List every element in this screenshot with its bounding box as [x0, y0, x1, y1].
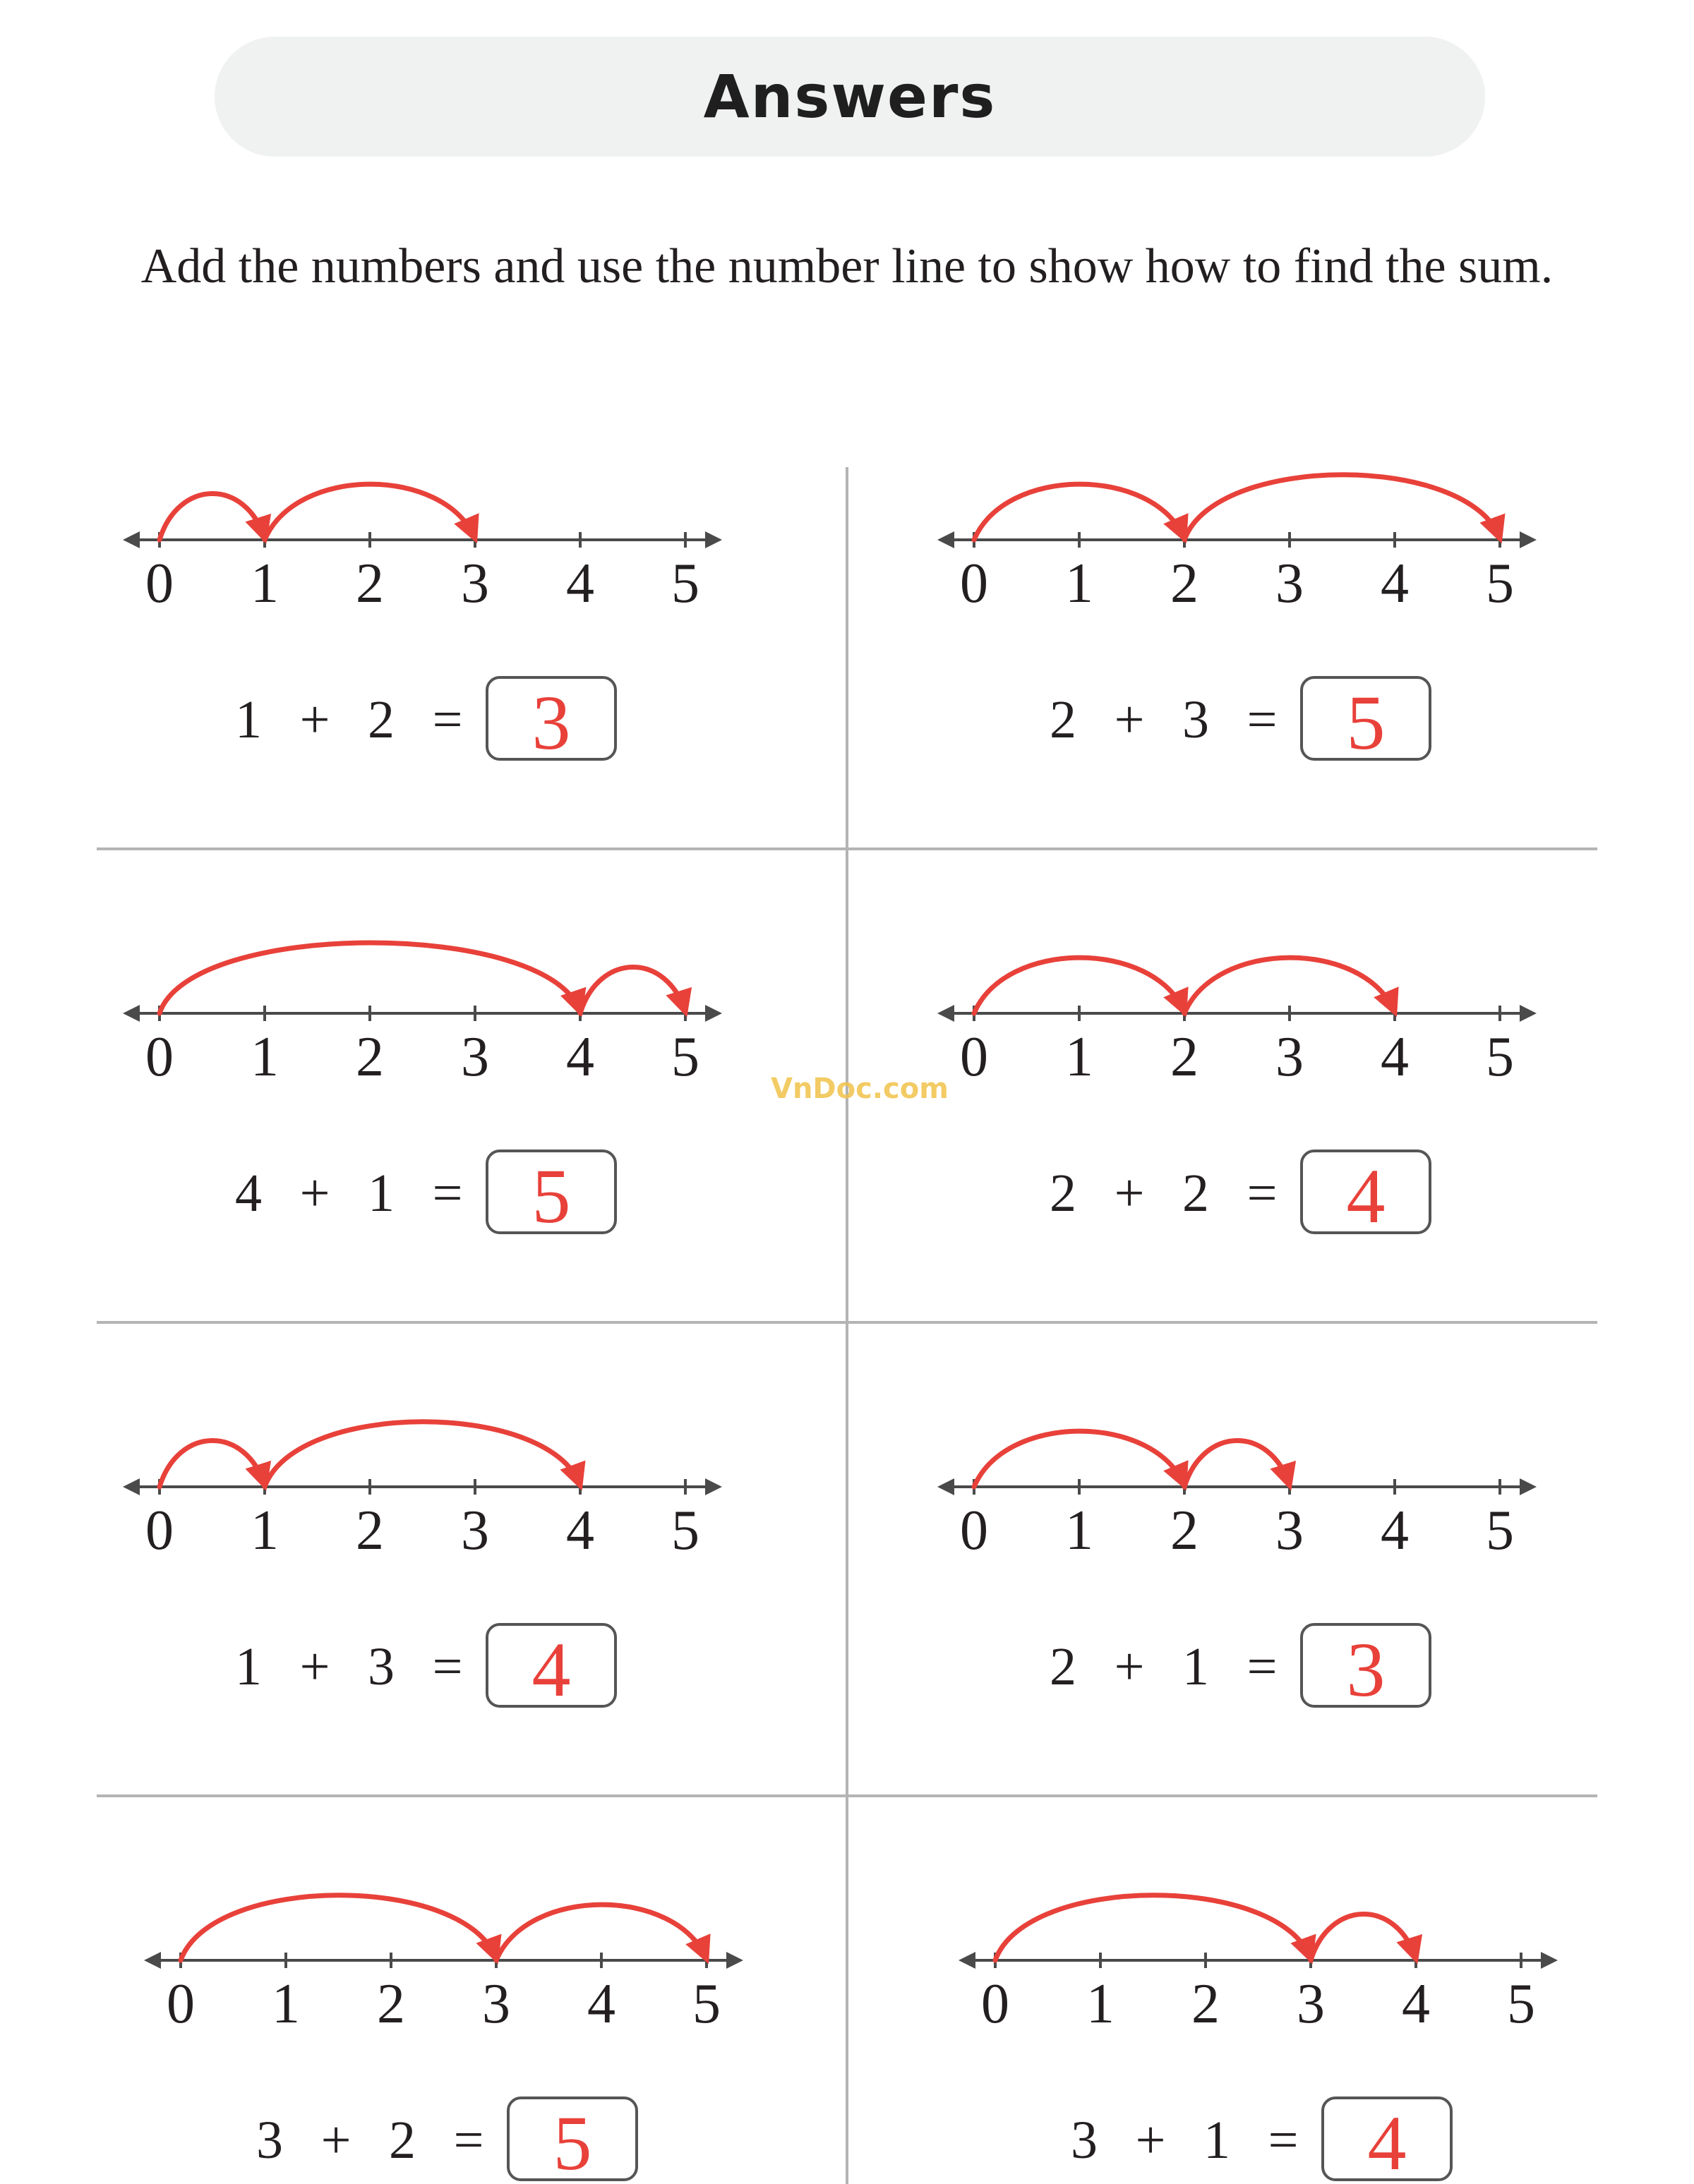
arrow-left-icon — [123, 1005, 140, 1022]
tick-label: 2 — [1191, 1973, 1220, 2035]
tick-label: 1 — [1065, 1026, 1093, 1088]
tick-label: 0 — [960, 553, 988, 615]
answer-value: 3 — [1346, 1627, 1386, 1713]
equation — [235, 1624, 615, 1713]
tick-label: 5 — [1486, 553, 1514, 615]
addend-a: 3 — [256, 2111, 283, 2170]
addend-a: 4 — [235, 1164, 262, 1223]
addend-b: 2 — [1182, 1164, 1209, 1223]
tick-label: 2 — [1170, 1026, 1199, 1088]
answer-value: 5 — [531, 1153, 571, 1239]
tick-label: 1 — [1086, 1973, 1115, 2035]
jump-arc — [181, 1895, 496, 1960]
equals-sign: = — [432, 1164, 463, 1223]
tick-label: 2 — [1170, 1500, 1199, 1562]
page-title: Answers — [703, 62, 997, 131]
arrow-right-icon — [1520, 1005, 1537, 1022]
equals-sign: = — [1247, 690, 1278, 749]
jump-arc — [160, 1441, 265, 1487]
equation — [1050, 677, 1430, 766]
tick-label: 0 — [981, 1973, 1009, 2035]
addend-a: 1 — [235, 690, 262, 749]
equation — [1050, 1151, 1430, 1239]
addend-b: 2 — [368, 690, 395, 749]
arrow-left-icon — [937, 531, 954, 548]
arrow-left-icon — [144, 1952, 161, 1969]
arrow-right-icon — [1520, 531, 1537, 548]
addend-b: 1 — [368, 1164, 395, 1223]
tick-label: 4 — [566, 1500, 594, 1562]
arrow-left-icon — [123, 531, 140, 548]
answer-value: 4 — [531, 1627, 571, 1713]
tick-label: 4 — [566, 1026, 594, 1088]
arrow-left-icon — [937, 1478, 954, 1495]
plus-sign: + — [1114, 1637, 1145, 1696]
number-line — [123, 1478, 722, 1562]
arrow-right-icon — [705, 531, 722, 548]
addend-b: 3 — [1182, 690, 1209, 749]
tick-label: 4 — [1402, 1973, 1430, 2035]
jump-arc — [265, 1422, 580, 1487]
number-line — [937, 531, 1537, 615]
tick-label: 2 — [356, 1500, 384, 1562]
plus-sign: + — [299, 1637, 330, 1696]
tick-label: 3 — [461, 553, 489, 615]
problem-cell — [937, 475, 1537, 766]
number-line — [959, 1952, 1558, 2035]
jump-arc — [995, 1895, 1311, 1960]
arrow-right-icon — [1541, 1952, 1558, 1969]
answer-value: 3 — [531, 680, 571, 766]
plus-sign: + — [1114, 690, 1145, 749]
number-line — [937, 1478, 1537, 1562]
tick-label: 0 — [145, 553, 174, 615]
addend-a: 2 — [1050, 1637, 1076, 1696]
tick-label: 3 — [1275, 1026, 1304, 1088]
jump-arc — [160, 494, 265, 540]
tick-label: 0 — [145, 1026, 174, 1088]
tick-label: 4 — [1381, 1026, 1409, 1088]
tick-label: 5 — [671, 1026, 699, 1088]
problem-cell — [959, 1895, 1558, 2184]
plus-sign: + — [1135, 2111, 1166, 2170]
equals-sign: = — [432, 690, 463, 749]
jump-arc — [1184, 1441, 1290, 1487]
tick-label: 1 — [272, 1973, 300, 2035]
arrow-left-icon — [959, 1952, 975, 1969]
tick-label: 5 — [692, 1973, 721, 2035]
problem-cell — [123, 1422, 722, 1713]
plus-sign: + — [299, 1164, 330, 1223]
equals-sign: = — [432, 1637, 463, 1696]
arrow-right-icon — [705, 1005, 722, 1022]
arrow-right-icon — [726, 1952, 743, 1969]
jump-arc — [160, 943, 580, 1013]
plus-sign: + — [1114, 1164, 1145, 1223]
tick-label: 1 — [251, 1500, 279, 1562]
tick-label: 5 — [671, 1500, 699, 1562]
tick-label: 3 — [461, 1026, 489, 1088]
tick-label: 4 — [1381, 553, 1409, 615]
equation — [235, 1151, 615, 1239]
equation — [1050, 1624, 1430, 1713]
tick-label: 0 — [145, 1500, 174, 1562]
jump-arc — [1311, 1914, 1416, 1960]
addend-a: 2 — [1050, 690, 1076, 749]
tick-label: 3 — [1275, 1500, 1304, 1562]
addend-a: 3 — [1071, 2111, 1098, 2170]
equation — [235, 677, 615, 766]
problem-cell — [937, 958, 1537, 1239]
equation — [1071, 2098, 1451, 2184]
answer-value: 5 — [553, 2100, 592, 2184]
jump-arc — [974, 1431, 1184, 1487]
equals-sign: = — [453, 2111, 484, 2170]
tick-label: 2 — [356, 553, 384, 615]
tick-label: 5 — [1507, 1973, 1535, 2035]
tick-label: 1 — [1065, 1500, 1093, 1562]
tick-label: 1 — [1065, 553, 1093, 615]
tick-label: 0 — [960, 1026, 988, 1088]
jump-arc — [265, 484, 475, 540]
arrow-left-icon — [937, 1005, 954, 1022]
tick-label: 2 — [1170, 553, 1199, 615]
addend-b: 1 — [1182, 1637, 1209, 1696]
addend-b: 2 — [389, 2111, 416, 2170]
problem-cell — [123, 943, 722, 1239]
tick-label: 2 — [356, 1026, 384, 1088]
answer-value: 4 — [1346, 1153, 1386, 1239]
tick-label: 3 — [482, 1973, 510, 2035]
tick-label: 5 — [671, 553, 699, 615]
jump-arc — [496, 1905, 707, 1960]
number-line — [144, 1952, 743, 2035]
tick-label: 1 — [251, 553, 279, 615]
tick-label: 4 — [566, 553, 594, 615]
arrow-right-icon — [705, 1478, 722, 1495]
number-line — [937, 1005, 1537, 1088]
answer-value: 4 — [1367, 2100, 1407, 2184]
answer-value: 5 — [1346, 680, 1386, 766]
tick-label: 3 — [1275, 553, 1304, 615]
tick-label: 0 — [960, 1500, 988, 1562]
addend-a: 1 — [235, 1637, 262, 1696]
tick-label: 1 — [251, 1026, 279, 1088]
number-line — [123, 531, 722, 615]
addend-b: 1 — [1203, 2111, 1230, 2170]
addend-a: 2 — [1050, 1164, 1076, 1223]
jump-arc — [580, 967, 685, 1013]
instructions-text: Add the numbers and use the number line to show how to find the sum. — [140, 239, 1554, 294]
tick-label: 3 — [461, 1500, 489, 1562]
tick-label: 0 — [167, 1973, 195, 2035]
watermark: VnDoc.com — [771, 1073, 949, 1105]
tick-label: 4 — [1381, 1500, 1409, 1562]
problem-cell — [144, 1895, 743, 2184]
equals-sign: = — [1247, 1164, 1278, 1223]
jump-arc — [1184, 475, 1500, 540]
equals-sign: = — [1268, 2111, 1299, 2170]
problem-cell — [937, 1431, 1537, 1713]
tick-label: 5 — [1486, 1500, 1514, 1562]
plus-sign: + — [299, 690, 330, 749]
addend-b: 3 — [368, 1637, 395, 1696]
tick-label: 5 — [1486, 1026, 1514, 1088]
arrow-left-icon — [123, 1478, 140, 1495]
equals-sign: = — [1247, 1637, 1278, 1696]
jump-arc — [974, 958, 1184, 1013]
equation — [256, 2098, 637, 2184]
jump-arc — [974, 484, 1184, 540]
tick-label: 4 — [587, 1973, 615, 2035]
number-line — [123, 1005, 722, 1088]
plus-sign: + — [320, 2111, 352, 2170]
jump-arc — [1184, 958, 1395, 1013]
problem-cell — [123, 484, 722, 766]
tick-label: 2 — [377, 1973, 405, 2035]
arrow-right-icon — [1520, 1478, 1537, 1495]
tick-label: 3 — [1297, 1973, 1325, 2035]
